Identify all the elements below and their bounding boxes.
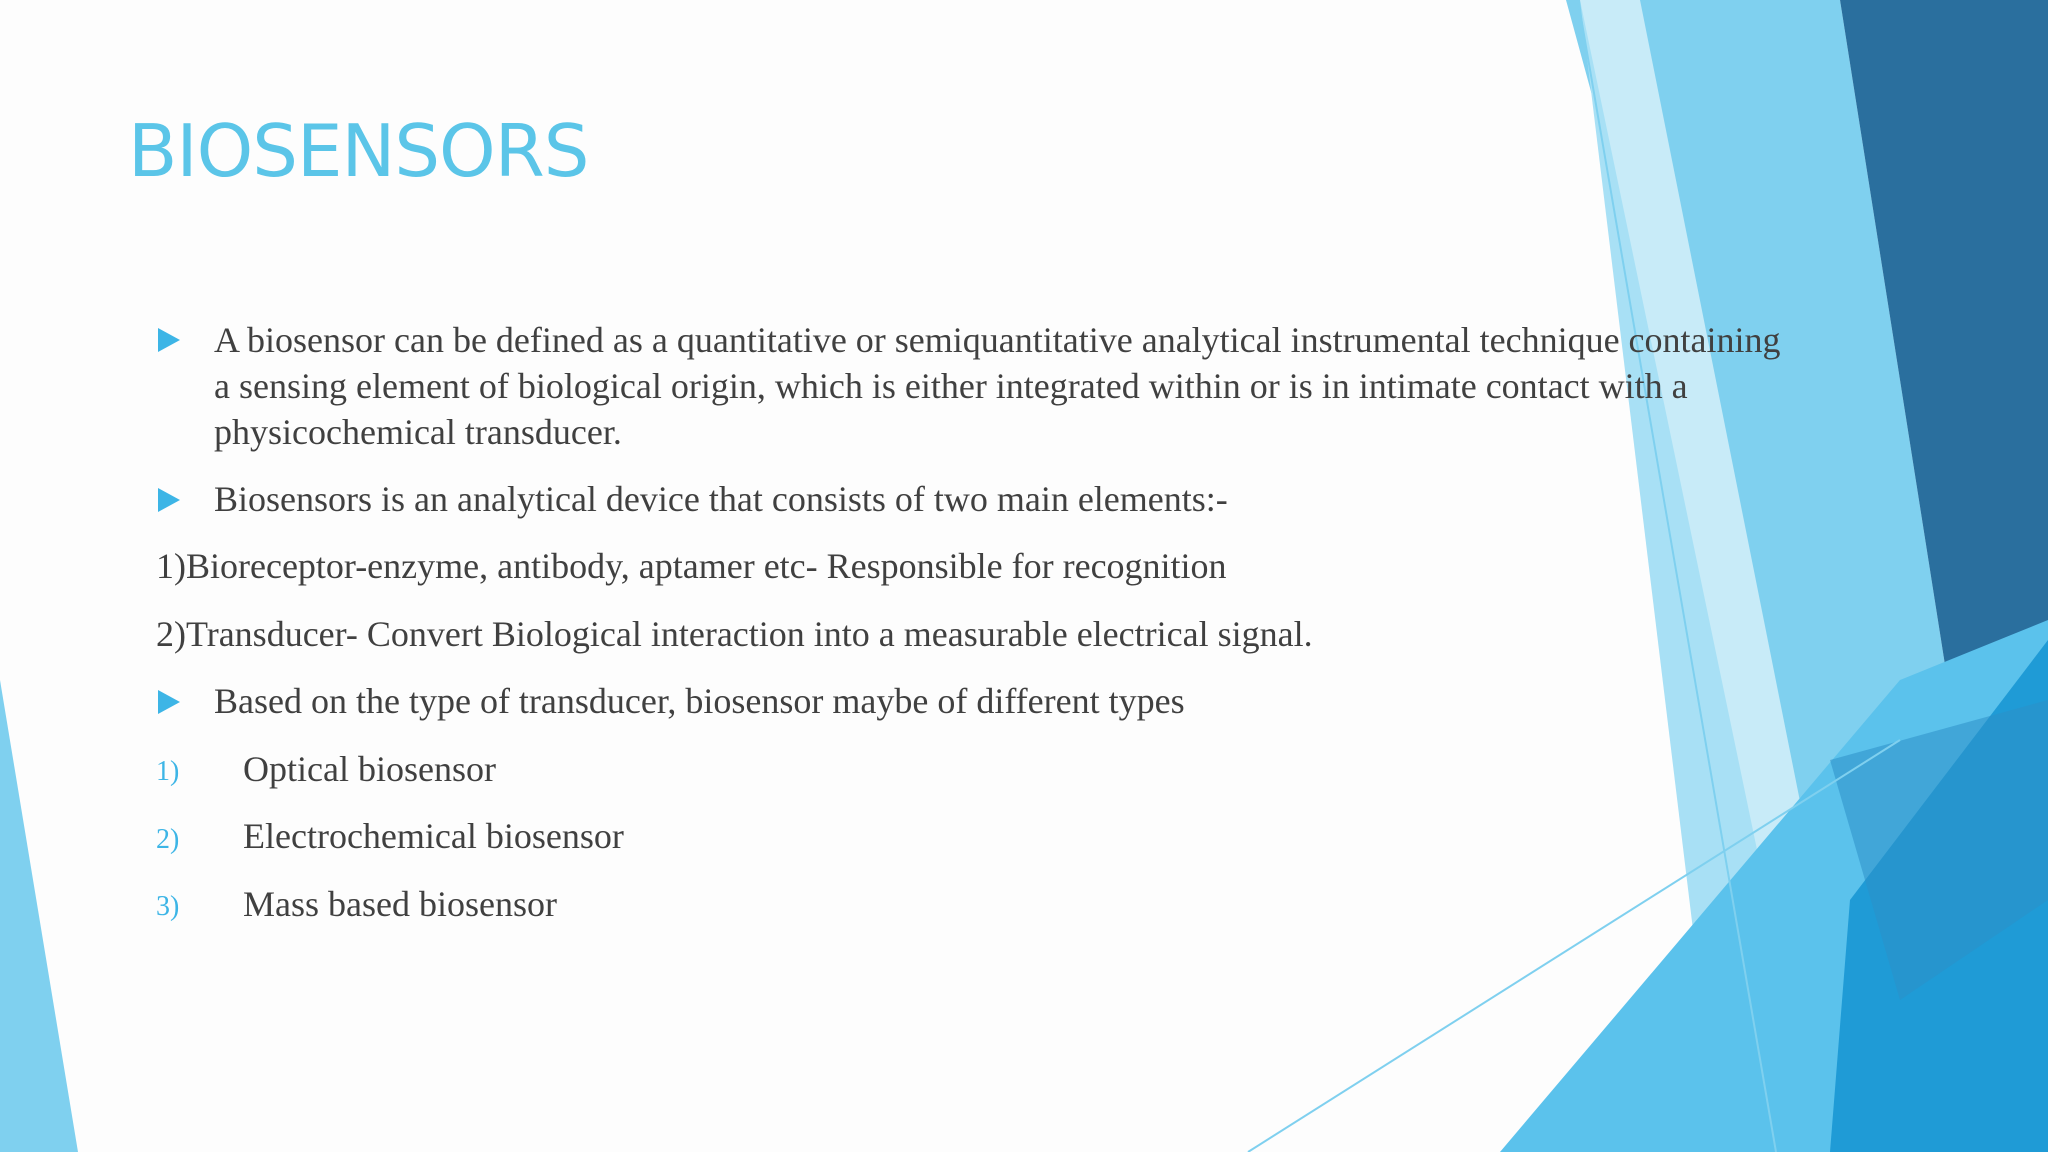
element-line-1: 1)Bioreceptor-enzyme, antibody, aptamer etc- Responsible for recognition <box>156 546 1227 586</box>
type-label: Optical biosensor <box>243 749 496 789</box>
type-number: 1) <box>156 756 180 787</box>
slide-title: BIOSENSORS <box>128 109 589 193</box>
type-number: 3) <box>156 891 180 922</box>
bullet-3-text: Based on the type of transducer, biosensor maybe of different types <box>214 681 1185 721</box>
type-label: Electrochemical biosensor <box>243 816 624 856</box>
type-label: Mass based biosensor <box>243 884 557 924</box>
type-number: 2) <box>156 824 180 855</box>
element-line-2: 2)Transducer- Convert Biological interaction into a measurable electrical signal. <box>156 614 1313 654</box>
bullet-arrow-icon <box>158 328 180 352</box>
bullet-1-line-2: a sensing element of biological origin, which is either integrated within or is in intimate contact with a <box>214 366 1688 406</box>
bullet-1-line-1: A biosensor can be defined as a quantitative or semiquantitative analytical instrumental technique containing <box>214 320 1781 360</box>
bullet-arrow-icon <box>158 488 180 512</box>
bullet-arrow-icon <box>158 690 180 714</box>
bullet-2-text: Biosensors is an analytical device that consists of two main elements:- <box>214 479 1228 519</box>
bullet-1-line-3: physicochemical transducer. <box>214 412 622 452</box>
